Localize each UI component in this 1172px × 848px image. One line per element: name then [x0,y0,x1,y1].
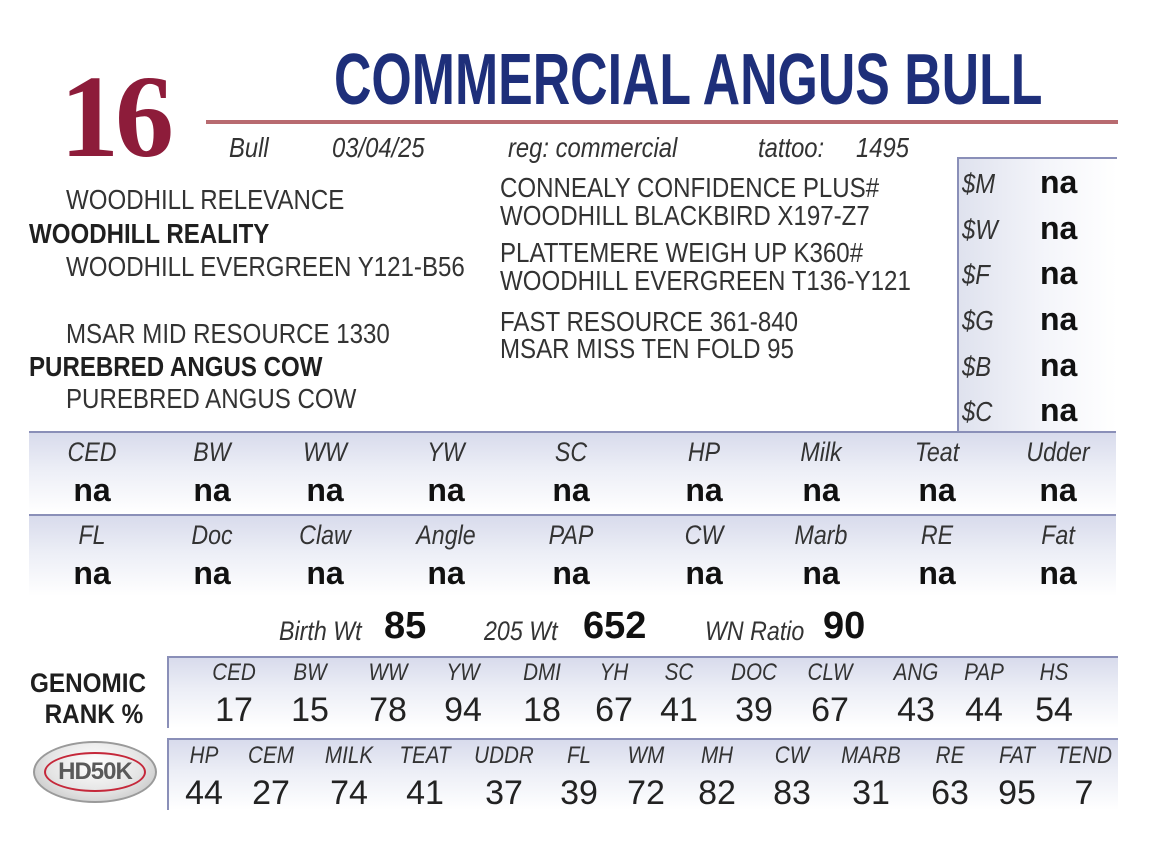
dollar-value-c: na [1040,392,1078,428]
pedigree-dam-dam: PUREBRED ANGUS COW [66,383,357,414]
epd-fat: Fat na [1039,520,1077,591]
wean-weight-label: 205 Wt [484,616,558,646]
tattoo-value: 1495 [856,132,909,163]
genomic-marb: MARB 31 [841,742,901,812]
pedigree-right-3: PLATTEMERE WEIGH UP K360# [500,237,864,268]
epd-claw: Claw na [299,520,351,591]
genomic-fl: FL 39 [560,742,598,812]
genomic-ang: ANG 43 [893,659,939,729]
dollar-value-b: na [1040,347,1078,383]
birth-date: 03/04/25 [332,132,425,163]
dollar-value-f: na [1040,255,1078,291]
genomic-dmi: DMI 18 [523,659,561,729]
dollar-label-m: $M [962,168,996,199]
genomic-ced: CED 17 [212,659,256,729]
pedigree-right-5: FAST RESOURCE 361-840 [500,306,799,337]
epd-angle: Angle na [416,520,476,591]
genomic-hs: HS 54 [1035,659,1073,729]
epd-pap: PAP na [548,520,594,591]
epd-cw: CW na [684,520,724,591]
pedigree-right-1: CONNEALY CONFIDENCE PLUS# [500,172,880,203]
pedigree-dam-sire: MSAR MID RESOURCE 1330 [66,318,390,349]
birth-weight-value: 85 [384,605,427,647]
epd-hp: HP na [685,437,723,508]
pedigree-sire-sire: WOODHILL RELEVANCE [66,184,345,215]
epd-ced: CED na [67,437,117,508]
epd-udder: Udder na [1026,437,1090,508]
sex-label: Bull [229,132,269,163]
wean-weight-value: 652 [583,605,647,647]
epd-teat: Teat na [914,437,960,508]
title-divider [206,120,1118,124]
genomic-teat: TEAT 41 [399,742,451,812]
epd-ww: WW na [303,437,347,508]
lot-number: 16 [60,51,170,182]
genomic-re: RE 63 [931,742,969,812]
genomic-doc: DOC 39 [731,659,777,729]
epd-fl: FL na [73,520,111,591]
pedigree-right-4: WOODHILL EVERGREEN T136-Y121 [500,265,911,296]
pedigree-right-2: WOODHILL BLACKBIRD X197-Z7 [500,200,870,231]
genomic-milk: MILK 74 [324,742,374,812]
genomic-sc: SC 41 [660,659,698,729]
genomic-mh: MH 82 [698,742,736,812]
genomic-clw: CLW 67 [807,659,853,729]
genomic-pap: PAP 44 [964,659,1004,729]
genomic-cw: CW 83 [773,742,811,812]
dollar-value-m: na [1040,164,1078,200]
genomic-hp: HP 44 [185,742,223,812]
wean-ratio-value: 90 [823,605,866,647]
genomic-ww: WW 78 [368,659,408,729]
genomic-tend: TEND 7 [1055,742,1113,812]
dollar-label-w: $W [962,214,998,245]
genomic-uddr: UDDR 37 [474,742,534,812]
epd-yw: YW na [427,437,465,508]
dollar-label-f: $F [962,259,990,290]
dollar-value-g: na [1040,301,1078,337]
genomic-fat: FAT 95 [998,742,1036,812]
epd-marb: Marb na [794,520,848,591]
epd-re: RE na [918,520,956,591]
hd50k-logo: HD50K [33,741,157,803]
dollar-label-g: $G [962,305,994,336]
pedigree-right-6: MSAR MISS TEN FOLD 95 [500,333,794,364]
epd-milk: Milk na [800,437,842,508]
genomic-yh: YH 67 [595,659,633,729]
page-title: COMMERCIAL ANGUS BULL [334,40,1043,120]
birth-weight-label: Birth Wt [279,616,362,646]
genomic-rank-title: GENOMIC RANK % [30,668,147,730]
epd-bw: BW na [193,437,231,508]
pedigree-sire-dam: WOODHILL EVERGREEN Y121-B56 [66,251,465,282]
wean-ratio-label: WN Ratio [705,616,805,646]
registration: reg: commercial [508,132,678,163]
pedigree-sire: WOODHILL REALITY [29,218,270,249]
pedigree-dam: PUREBRED ANGUS COW [29,351,323,382]
tattoo-label: tattoo: [758,132,825,163]
genomic-cem: CEM 27 [248,742,294,812]
genomic-wm: WM 72 [627,742,665,812]
dollar-value-w: na [1040,210,1078,246]
genomic-bw: BW 15 [291,659,329,729]
dollar-label-b: $B [962,351,992,382]
genomic-yw: YW 94 [444,659,482,729]
dollar-label-c: $C [962,396,993,427]
epd-doc: Doc na [191,520,233,591]
epd-sc: SC na [552,437,590,508]
